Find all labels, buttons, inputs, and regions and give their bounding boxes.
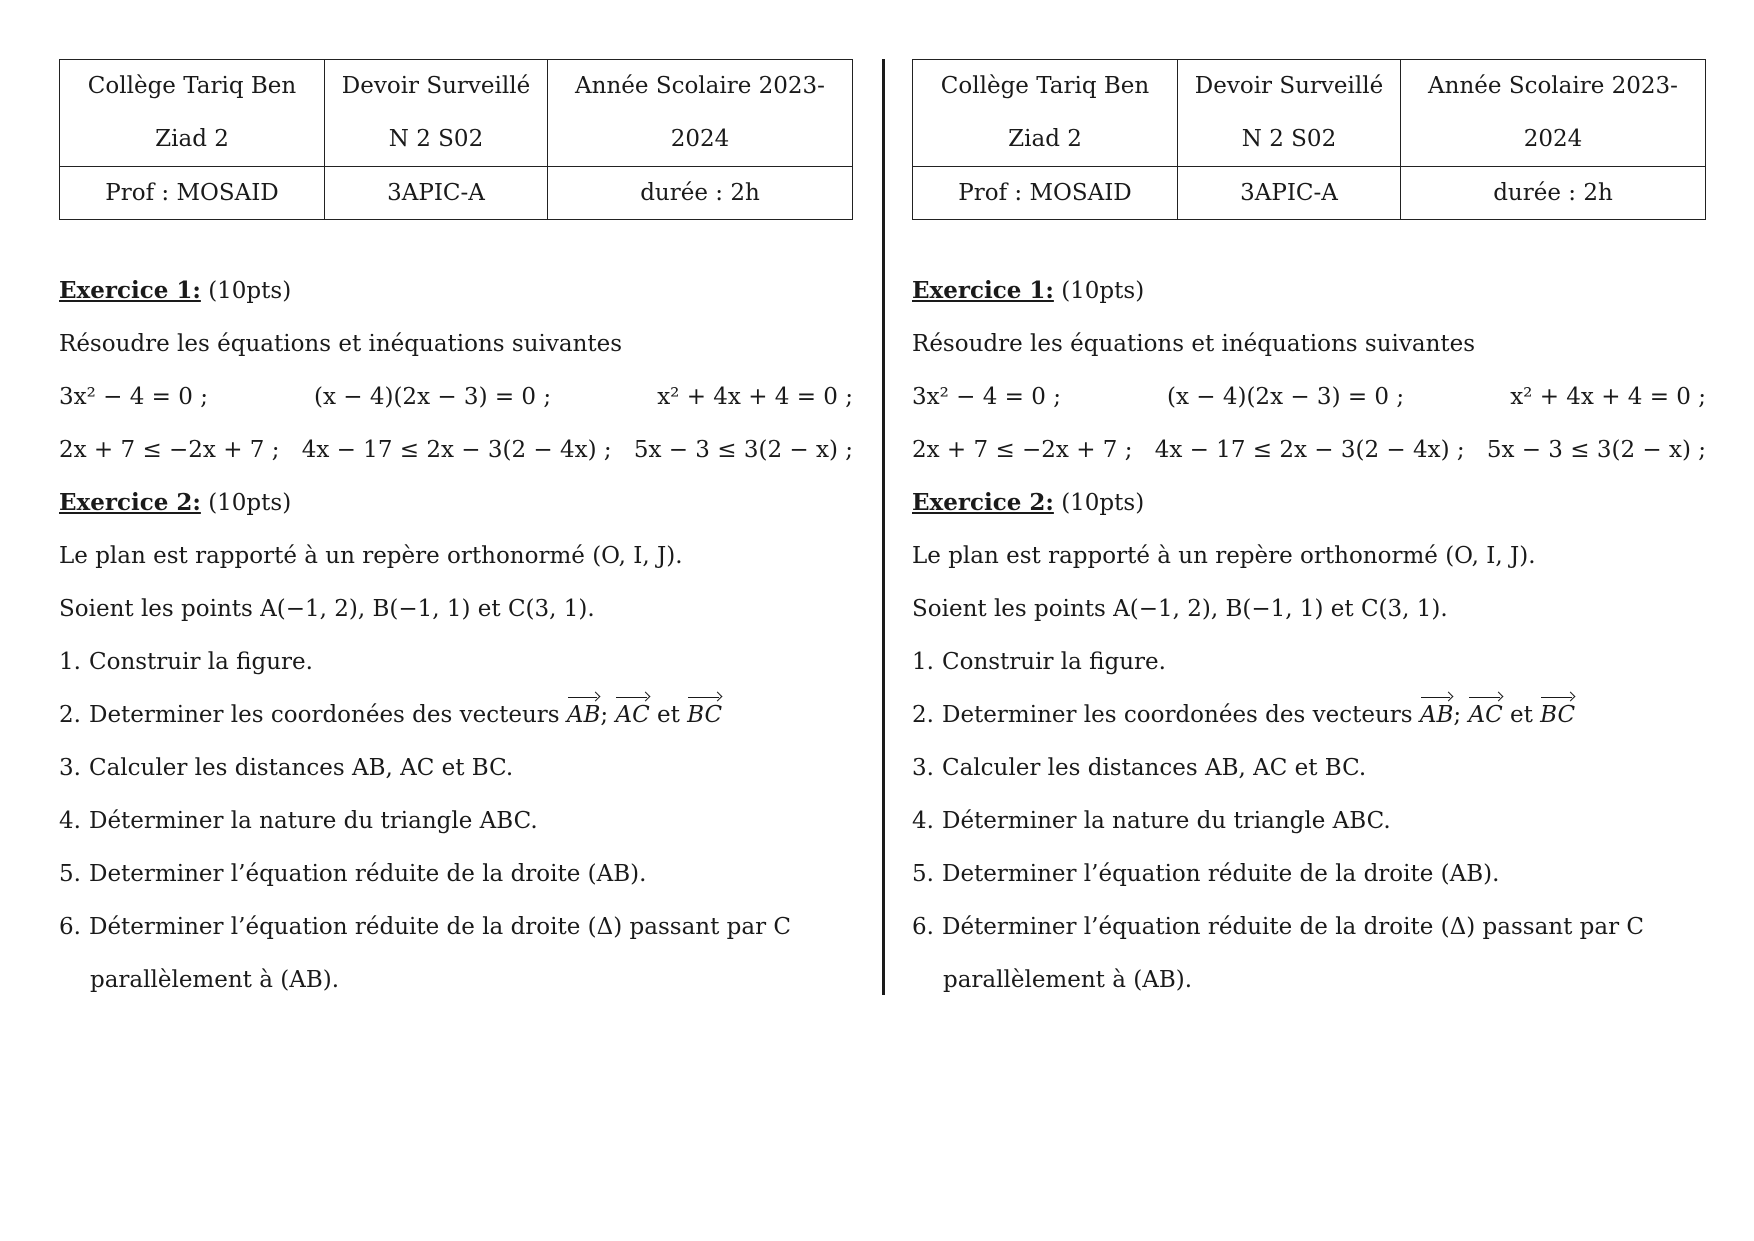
column-divider: [882, 59, 885, 995]
question-5: 5. Determiner l’équation réduite de la droite (AB).: [912, 861, 1500, 887]
inequation-2: 4x − 17 ≤ 2x − 3(2 − 4x) ;: [1154, 437, 1465, 463]
teacher-cell: Prof : MOSAID: [60, 167, 325, 220]
inequation-1: 2x + 7 ≤ −2x + 7 ;: [912, 437, 1133, 463]
exercise2-points: (10pts): [1061, 490, 1145, 516]
header-table: [59, 59, 853, 220]
exercise2-heading: [59, 482, 853, 535]
year-cell: Année Scolaire 2023-2024: [1401, 60, 1706, 167]
inequation-1: 2x + 7 ≤ −2x + 7 ;: [59, 437, 280, 463]
exercise2-title: Exercice 2:: [912, 489, 1054, 516]
exam-content: [912, 270, 1706, 1012]
question-2: 2. Determiner les coordonées des vecteurs AB; AC et BC: [912, 694, 1706, 747]
exercise2-intro-2: Soient les points A(−1, 2), B(−1, 1) et C(3, 1).: [912, 596, 1448, 622]
exercise1-points: (10pts): [1061, 278, 1145, 304]
question-4: 4. Déterminer la nature du triangle ABC.: [59, 808, 538, 834]
equations-row: [912, 376, 1706, 429]
exercise2-intro-1: Le plan est rapporté à un repère orthonormé (O, I, J).: [912, 543, 1536, 569]
vector-ac: AC: [1468, 694, 1502, 736]
question-6-continuation: parallèlement à (AB).: [943, 967, 1193, 993]
exercise2-heading: [912, 482, 1706, 535]
vector-bc: BC: [1540, 694, 1575, 736]
question-4: 4. Déterminer la nature du triangle ABC.: [912, 808, 1391, 834]
exercise2-intro-2: Soient les points A(−1, 2), B(−1, 1) et C(3, 1).: [59, 596, 595, 622]
question-5: 5. Determiner l’équation réduite de la droite (AB).: [59, 861, 647, 887]
inequation-2: 4x − 17 ≤ 2x − 3(2 − 4x) ;: [301, 437, 612, 463]
duration-cell: durée : 2h: [1401, 167, 1706, 220]
inequation-3: 5x − 3 ≤ 3(2 − x) ;: [1486, 437, 1706, 463]
equation-1: 3x² − 4 = 0 ;: [59, 384, 208, 410]
exam-cell: Devoir Surveillé N 2 S02: [325, 60, 548, 167]
inequation-3: 5x − 3 ≤ 3(2 − x) ;: [633, 437, 853, 463]
exercise1-instruction: Résoudre les équations et inéquations suivantes: [912, 331, 1476, 357]
class-cell: 3APIC-A: [325, 167, 548, 220]
question-6-continuation: parallèlement à (AB).: [90, 967, 340, 993]
header-table: [912, 59, 1706, 220]
equations-row: [59, 376, 853, 429]
school-cell: Collège Tariq Ben Ziad 2: [60, 60, 325, 167]
question-6: 6. Déterminer l’équation réduite de la droite (Δ) passant par C: [59, 914, 791, 940]
exam-cell: Devoir Surveillé N 2 S02: [1178, 60, 1401, 167]
exercise1-title: Exercice 1:: [59, 277, 201, 304]
exercise1-title: Exercice 1:: [912, 277, 1054, 304]
question-2: 2. Determiner les coordonées des vecteurs AB; AC et BC: [59, 694, 853, 747]
exercise1-instruction: Résoudre les équations et inéquations suivantes: [59, 331, 623, 357]
exam-content: [59, 270, 853, 1012]
vector-ac: AC: [615, 694, 649, 736]
exercise2-points: (10pts): [208, 490, 292, 516]
inequations-row: [912, 429, 1706, 482]
exercise1-heading: [59, 270, 853, 323]
exercise2-title: Exercice 2:: [59, 489, 201, 516]
year-cell: Année Scolaire 2023-2024: [548, 60, 853, 167]
inequations-row: [59, 429, 853, 482]
duration-cell: durée : 2h: [548, 167, 853, 220]
school-cell: Collège Tariq Ben Ziad 2: [913, 60, 1178, 167]
question-3: 3. Calculer les distances AB, AC et BC.: [59, 755, 514, 781]
teacher-cell: Prof : MOSAID: [913, 167, 1178, 220]
exercise1-heading: [912, 270, 1706, 323]
question-6: 6. Déterminer l’équation réduite de la droite (Δ) passant par C: [912, 914, 1644, 940]
vector-ab: AB: [567, 694, 601, 736]
equation-1: 3x² − 4 = 0 ;: [912, 384, 1061, 410]
equation-2: (x − 4)(2x − 3) = 0 ;: [314, 384, 552, 410]
vector-ab: AB: [1420, 694, 1454, 736]
exercise2-intro-1: Le plan est rapporté à un repère orthonormé (O, I, J).: [59, 543, 683, 569]
equation-3: x² + 4x + 4 = 0 ;: [657, 384, 853, 410]
question-1: 1. Construir la figure.: [59, 649, 313, 675]
vector-bc: BC: [687, 694, 722, 736]
class-cell: 3APIC-A: [1178, 167, 1401, 220]
question-3: 3. Calculer les distances AB, AC et BC.: [912, 755, 1367, 781]
question-1: 1. Construir la figure.: [912, 649, 1166, 675]
equation-3: x² + 4x + 4 = 0 ;: [1510, 384, 1706, 410]
exercise1-points: (10pts): [208, 278, 292, 304]
equation-2: (x − 4)(2x − 3) = 0 ;: [1167, 384, 1405, 410]
